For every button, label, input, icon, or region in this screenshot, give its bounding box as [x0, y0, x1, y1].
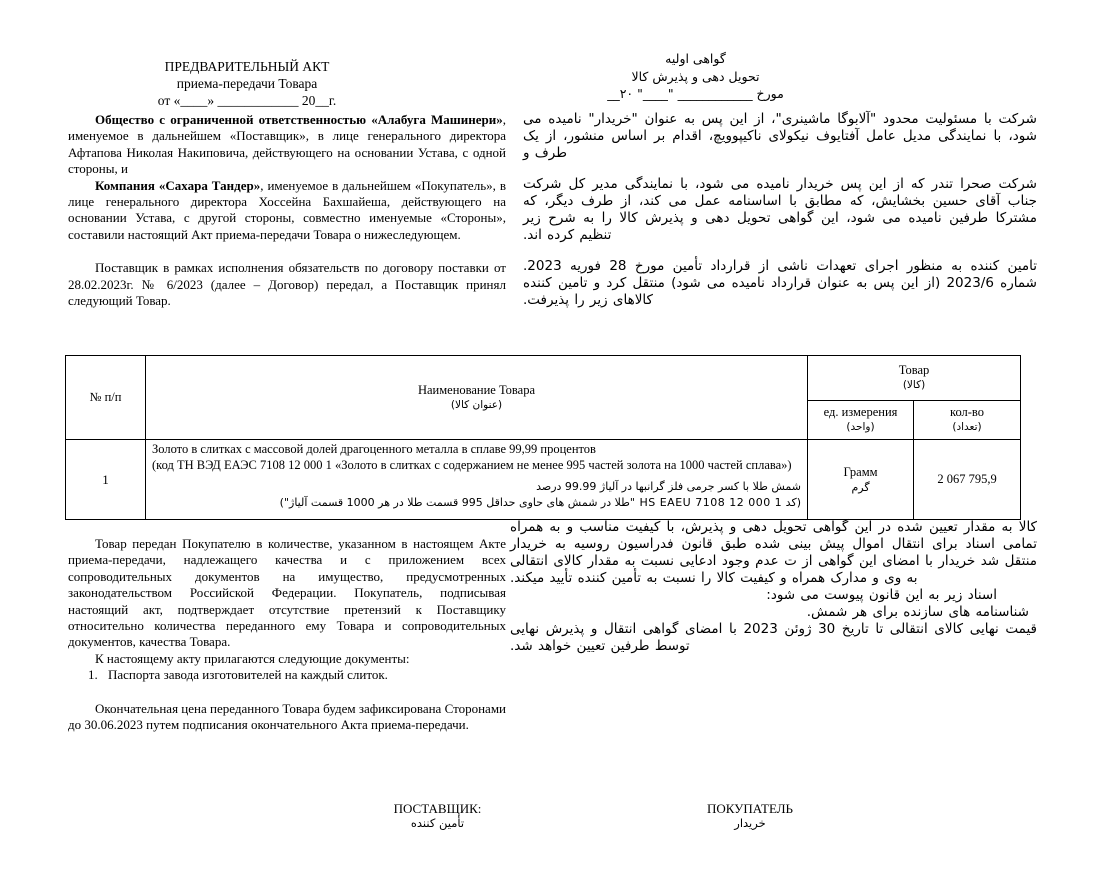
buyer-label-fa: خریدار: [734, 816, 766, 830]
table-row: [66, 440, 1021, 520]
fa-paragraph-attachments: اسناد زیر به این قانون پیوست می شود:: [766, 587, 997, 603]
fa-attachment-item: شناسنامه های سازنده برای هر شمش.: [806, 604, 1029, 620]
fa-paragraph-acceptance: کالا به مقدار تعیین شده در این گواهی تحویل دهی و پذیرش، با کیفیت مناسب و به همراه تمامی اسناد برای انتقال اموال پیش بینی شده طبق قانون فدراسیون روسیه به خریدار منتقل شد خریدار با امضای این گواهی از ت عدم وجود ادعایی نسبت به مقدار کالای انتقالی به وی و مدارک همراه و کیفیت کالا را نسبت به تأمین کننده تأیید میکند.: [510, 519, 1037, 586]
fa-title-line1: گواهی اولیه: [665, 51, 726, 66]
ru-title-line1: ПРЕДВАРИТЕЛЬНЫЙ АКТ: [164, 59, 330, 74]
supplier-label-fa: تأمین کننده: [410, 816, 465, 830]
ru-paragraph-acceptance: Товар передан Покупателю в количестве, указанном в настоящем Акте приема-передачи, надлежащего качества и с приложением всех сопроводительных документов на имущество, предусмотренных законодательством Российской Федерации. Покупатель, подписывая настоящий акт, подтверждает отсутствие претензий к Поставщику относительно количества переданного ему Товара и сопроводительных документов, качества Товара.: [68, 536, 506, 650]
supplier-label-ru: ПОСТАВЩИК:: [393, 801, 482, 816]
ru-title-date-line: от «____» ____________ 20__г.: [157, 93, 337, 108]
ru-supplier-text: , именуемое в дальнейшем «Поставщик», в лице генерального директора Афтапова Николая Накиповича, действующего на основании Устава, с одной стороны, и: [68, 112, 506, 177]
ru-intro-column: [68, 112, 506, 309]
ru-supplier-name: Общество с ограниченной ответственностью «Алабуга Машинери»: [95, 112, 503, 127]
ru-title-line2: приема-передачи Товара: [176, 76, 318, 91]
ru-attachment-item: [68, 667, 506, 683]
ru-buyer-text: , именуемое в дальнейшем «Покупатель», в лице генерального директора Хоссейна Бахшайеша, действующего на основании Устава, с другой стороны, совместно именуемые «Стороны», составили настоящий Акт приема-передачи Товара о нижеследующем.: [68, 177, 506, 242]
goods-name-ru-line2: (код ТН ВЭД ЕАЭС 7108 12 000 1 «Золото в слитках с содержанием не менее 995 частей золота на 1000 частей сплава»): [152, 457, 792, 472]
ru-attachment-number: 1.: [88, 667, 98, 683]
ru-paragraph-final-price: Окончательная цена переданного Товара будем зафиксирована Сторонами до 30.06.2023 путем подписания окончательного Акта приема-передачи.: [68, 700, 506, 733]
header-quantity-ru: кол-во: [950, 405, 984, 419]
fa-paragraph-contract: تامین کننده به منظور اجرای تعهدات ناشی از قرارداد تأمین مورخ 28 فوریه 2023. شماره 2023/6 (از این پس به عنوان قرارداد نامیده می شود) منتقل کرد و تامین کننده کالاهای زیر را پذیرفت.: [523, 258, 1037, 308]
header-quantity: [914, 401, 1021, 440]
goods-name-fa-line2: (کد HS EAEU 7108 12 000 1 "طلا در شمش های حاوی حداقل 995 قسمت طلا در هر 1000 قسمت آلیاژ"): [279, 496, 801, 509]
ru-paragraph-attachments: К настоящему акту прилагаются следующие документы:: [95, 650, 410, 666]
fa-title-block: [523, 50, 868, 103]
table-header-row-1: [66, 356, 1021, 401]
ru-buyer-name: Компания «Сахара Тандер»: [95, 177, 261, 193]
fa-intro-column: [523, 111, 1037, 309]
signature-buyer-block: [645, 801, 855, 831]
ru-paragraph-contract: Поставщик в рамках исполнения обязательств по договору поставки от 28.02.2023г. № 6/2023 (далее – Договор) передал, а Поставщик принял следующий Товар.: [68, 260, 506, 309]
ru-paragraph-buyer: [68, 178, 506, 244]
goods-name-fa-line1: شمش طلا با کسر جرمی فلز گرانبها در آلیاژ 99.99 درصد: [536, 480, 801, 493]
goods-table: [65, 355, 1021, 520]
row-number: 1: [66, 440, 146, 520]
header-goods-group: [808, 356, 1021, 401]
row-unit-ru: Грамм: [843, 464, 878, 479]
ru-closing-column: [68, 536, 506, 733]
header-quantity-fa: (تعداد): [952, 421, 982, 433]
fa-paragraph-final-price: قیمت نهایی کالای انتقالی تا تاریخ 30 ژوئن 2023 با امضای گواهی انتقال و پذیرش نهایی توسط طرفین تعیین خواهد شد.: [510, 621, 1037, 654]
header-goods-name-fa: (عنوان کالا): [450, 398, 503, 411]
header-unit-fa: (واحد): [846, 421, 875, 433]
buyer-label-ru: ПОКУПАТЕЛЬ: [706, 801, 794, 816]
row-goods-name: [146, 440, 808, 520]
header-item-number: № п/п: [66, 356, 146, 440]
row-unit: [808, 440, 914, 520]
signature-supplier-block: [330, 801, 545, 831]
row-unit-fa: گرم: [851, 480, 870, 494]
ru-title-block: [68, 58, 426, 109]
header-unit-ru: ед. измерения: [823, 405, 898, 419]
fa-closing-column: [510, 519, 1037, 655]
header-goods-name: [146, 356, 808, 440]
fa-paragraph-buyer: شرکت صحرا تندر که از این پس خریدار نامیده می شود، با نمایندگی مدیر کل شرکت جناب آقای حسین بخشایش، که مطابق با اساسنامه عمل می کند، از طرف دیگر، که مشترکا طرفین نامیده می شود، این گواهی تحویل دهی و پذیرش کالا را به شرح زیر تنظیم کرده اند.: [523, 176, 1037, 243]
header-goods-group-fa: (کالا): [902, 379, 926, 391]
fa-paragraph-supplier: شرکت با مسئولیت محدود "آلابوگا ماشینری"، از این پس به عنوان "خریدار" نامیده می شود، با نمایندگی مدیل عامل آفتایوف نیکولای ناکیپوویچ، اقدام بر اساس منشور، از یک طرف و: [523, 111, 1037, 161]
row-quantity: 2 067 795,9: [914, 440, 1021, 520]
header-goods-name-ru: Наименование Товара: [417, 382, 536, 397]
header-unit: [808, 401, 914, 440]
ru-attachment-text: Паспорта завода изготовителей на каждый слиток.: [108, 667, 388, 683]
ru-paragraph-supplier: [68, 112, 506, 178]
fa-title-line2: تحویل دهی و پذیرش کالا: [631, 68, 760, 84]
goods-name-ru-line1: Золото в слитках с массовой долей драгоценного металла в сплаве 99,99 процентов: [152, 442, 596, 456]
header-goods-group-ru: Товар: [898, 363, 930, 377]
fa-title-date-line: مورخ ____________ "____" ۲۰__: [607, 86, 784, 101]
